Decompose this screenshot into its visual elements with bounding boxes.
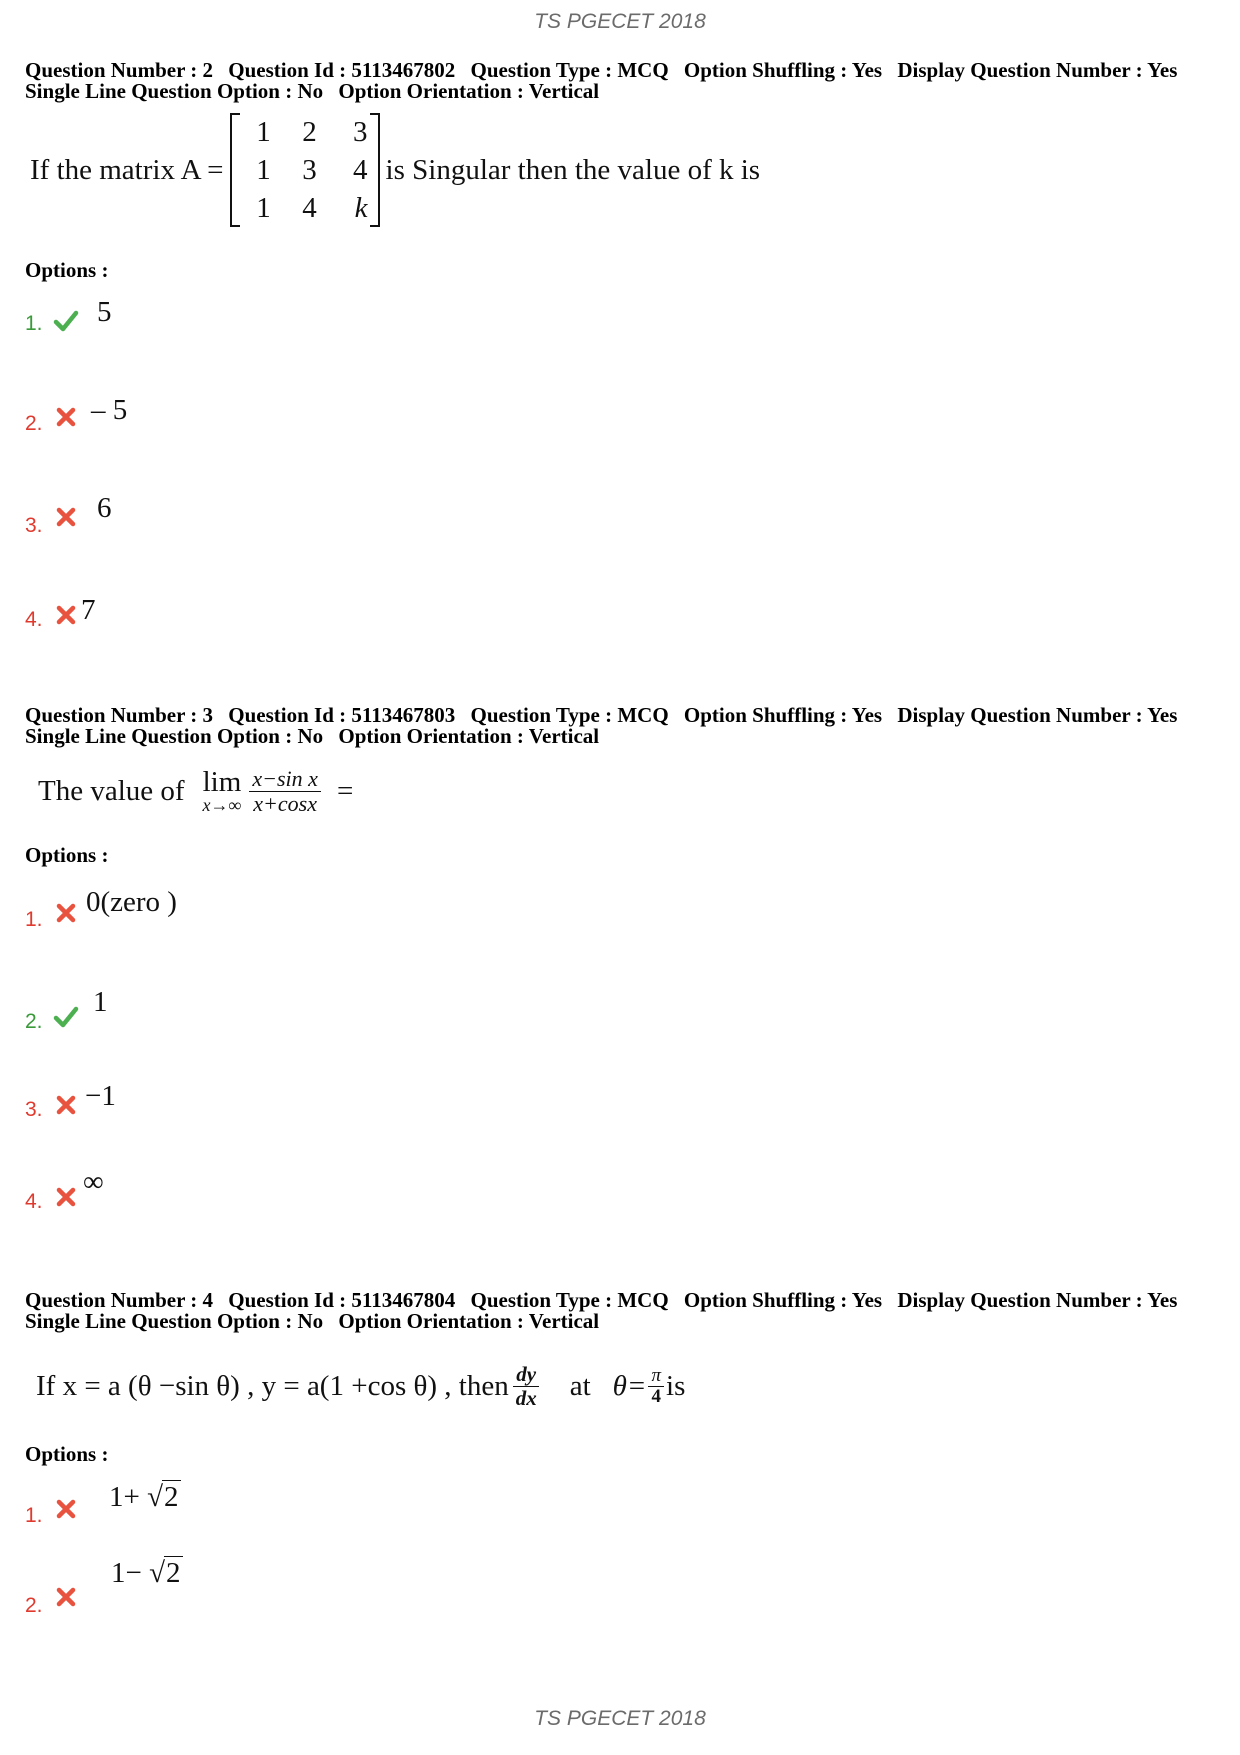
- cross-icon: [53, 1092, 79, 1118]
- option-value: 6: [97, 492, 112, 524]
- page-footer: TS PGECET 2018: [534, 1707, 706, 1730]
- question-text-part: at: [569, 1369, 591, 1402]
- fraction-numerator: x−sin x: [249, 767, 321, 791]
- question-meta-line-2: [25, 726, 1225, 747]
- matrix-cell: 4: [302, 191, 317, 224]
- matrix-cell: 1: [256, 191, 271, 224]
- option-value: 1: [93, 986, 108, 1018]
- cross-icon: [53, 602, 79, 628]
- radical-sign: √: [147, 1481, 164, 1513]
- question-type: MCQ: [617, 703, 669, 727]
- matrix-cell: 3: [302, 153, 317, 186]
- question-id: 5113467804: [351, 1288, 456, 1312]
- radical-sign: √: [149, 1557, 166, 1589]
- question-meta: [25, 1290, 1225, 1332]
- meta-label: Question Id :: [228, 58, 352, 82]
- fraction-numerator: π: [648, 1366, 664, 1387]
- option-value: [109, 1480, 181, 1514]
- options-label: Options :: [25, 843, 109, 867]
- option-value: 7: [81, 594, 96, 626]
- option-orientation: Vertical: [528, 1309, 600, 1333]
- question-text-prefix: The value of: [38, 774, 185, 807]
- meta-label: Question Id :: [228, 703, 352, 727]
- meta-label: Option Shuffling :: [683, 703, 852, 727]
- question-text-suffix: is Singular then the value of k is: [385, 153, 761, 186]
- option-value: 5: [97, 296, 112, 328]
- question-number: 2: [202, 58, 214, 82]
- radicand: 2: [166, 1557, 181, 1589]
- option-value: – 5: [91, 394, 128, 426]
- meta-label: Question Number :: [25, 1288, 203, 1312]
- meta-label: Single Line Question Option :: [25, 1309, 298, 1333]
- limit-subscript: x→∞: [202, 795, 242, 815]
- matrix: [230, 113, 380, 227]
- question-text-part: is: [666, 1369, 686, 1402]
- question-text-part: θ=: [612, 1369, 647, 1402]
- option-value: [111, 1556, 183, 1590]
- question-meta-line-2: [25, 1311, 1225, 1332]
- meta-label: Question Type :: [470, 1288, 618, 1312]
- question-text: [30, 112, 760, 228]
- fraction-denominator: 4: [651, 1385, 661, 1407]
- option-value: −1: [85, 1080, 116, 1112]
- question-text-prefix: If the matrix A =: [30, 153, 224, 186]
- question-meta-line-2: [25, 81, 1225, 102]
- meta-label: Question Number :: [25, 58, 203, 82]
- matrix-grid: [240, 113, 370, 227]
- option-value: ∞: [83, 1166, 104, 1198]
- matrix-left-bracket: [230, 113, 240, 227]
- cross-icon: [53, 900, 79, 926]
- meta-label: Single Line Question Option :: [25, 724, 298, 748]
- meta-label: Display Question Number :: [897, 703, 1148, 727]
- matrix-cell: 4: [353, 153, 368, 186]
- question-meta: [25, 705, 1225, 747]
- question-number: 4: [202, 1288, 214, 1312]
- question-meta-line-1: [25, 60, 1225, 81]
- cross-icon: [53, 504, 79, 530]
- meta-label: Option Orientation :: [338, 79, 529, 103]
- square-root: [149, 1556, 182, 1590]
- meta-label: Display Question Number :: [897, 58, 1148, 82]
- option-number: 1.: [25, 1504, 43, 1527]
- question-meta-line-1: [25, 1290, 1225, 1311]
- question-text: [38, 755, 353, 827]
- meta-label: Option Orientation :: [338, 724, 529, 748]
- fraction: [249, 767, 321, 814]
- matrix-right-bracket: [370, 113, 380, 227]
- meta-label: Question Type :: [470, 703, 618, 727]
- question-type: MCQ: [617, 58, 669, 82]
- limit-label: lim: [202, 766, 242, 798]
- page-header: TS PGECET 2018: [534, 10, 706, 33]
- display-question-number: Yes: [1147, 1288, 1178, 1312]
- question-id: 5113467803: [351, 703, 456, 727]
- question-meta: [25, 60, 1225, 102]
- question-text-part: If x = a (θ −sin θ) , y = a(1 +cos θ) , then: [36, 1369, 509, 1402]
- options-label: Options :: [25, 258, 109, 282]
- cross-icon: [53, 1184, 79, 1210]
- display-question-number: Yes: [1147, 58, 1178, 82]
- option-number: 3.: [25, 1098, 43, 1121]
- meta-label: Question Type :: [470, 58, 618, 82]
- display-question-number: Yes: [1147, 703, 1178, 727]
- option-shuffling: Yes: [851, 58, 883, 82]
- meta-label: Single Line Question Option :: [25, 79, 298, 103]
- meta-label: Option Shuffling :: [683, 58, 852, 82]
- option-number: 3.: [25, 514, 43, 537]
- meta-label: Question Number :: [25, 703, 203, 727]
- cross-icon: [53, 1496, 79, 1522]
- option-value-prefix: 1−: [111, 1557, 150, 1589]
- meta-label: Option Orientation :: [338, 1309, 529, 1333]
- cross-icon: [53, 1584, 79, 1610]
- options-label: Options :: [25, 1442, 109, 1466]
- option-number: 2.: [25, 1010, 43, 1033]
- fraction-denominator: dx: [515, 1385, 537, 1410]
- option-number: 2.: [25, 1594, 43, 1617]
- fraction-numerator: dy: [513, 1363, 539, 1386]
- option-orientation: Vertical: [528, 79, 600, 103]
- option-value: 0(zero ): [86, 886, 177, 918]
- question-meta-line-1: [25, 705, 1225, 726]
- matrix-cell: 1: [256, 153, 271, 186]
- question-text: [36, 1348, 685, 1424]
- matrix-cell: 2: [302, 115, 317, 148]
- matrix-cell: 3: [353, 115, 368, 148]
- radicand: 2: [164, 1481, 179, 1513]
- matrix-cell: k: [354, 191, 368, 224]
- option-shuffling: Yes: [851, 1288, 883, 1312]
- single-line-option: No: [297, 79, 324, 103]
- option-value-prefix: 1+: [109, 1481, 148, 1513]
- check-icon: [53, 1004, 79, 1030]
- square-root: [147, 1480, 180, 1514]
- meta-label: Option Shuffling :: [683, 1288, 852, 1312]
- option-number: 1.: [25, 312, 43, 335]
- option-number: 2.: [25, 412, 43, 435]
- option-number: 4.: [25, 608, 43, 631]
- cross-icon: [53, 404, 79, 430]
- fraction: [648, 1366, 664, 1407]
- check-icon: [53, 308, 79, 334]
- option-number: 1.: [25, 908, 43, 931]
- question-id: 5113467802: [351, 58, 456, 82]
- option-number: 4.: [25, 1190, 43, 1213]
- option-shuffling: Yes: [851, 703, 883, 727]
- single-line-option: No: [297, 724, 324, 748]
- fraction: [513, 1363, 540, 1408]
- meta-label: Display Question Number :: [897, 1288, 1148, 1312]
- question-number: 3: [202, 703, 214, 727]
- question-type: MCQ: [617, 1288, 669, 1312]
- fraction-denominator: x+cosx: [253, 790, 317, 816]
- question-text-suffix: =: [336, 774, 354, 807]
- single-line-option: No: [297, 1309, 324, 1333]
- option-orientation: Vertical: [528, 724, 600, 748]
- limit-operator: [203, 766, 242, 816]
- matrix-cell: 1: [256, 115, 271, 148]
- meta-label: Question Id :: [228, 1288, 352, 1312]
